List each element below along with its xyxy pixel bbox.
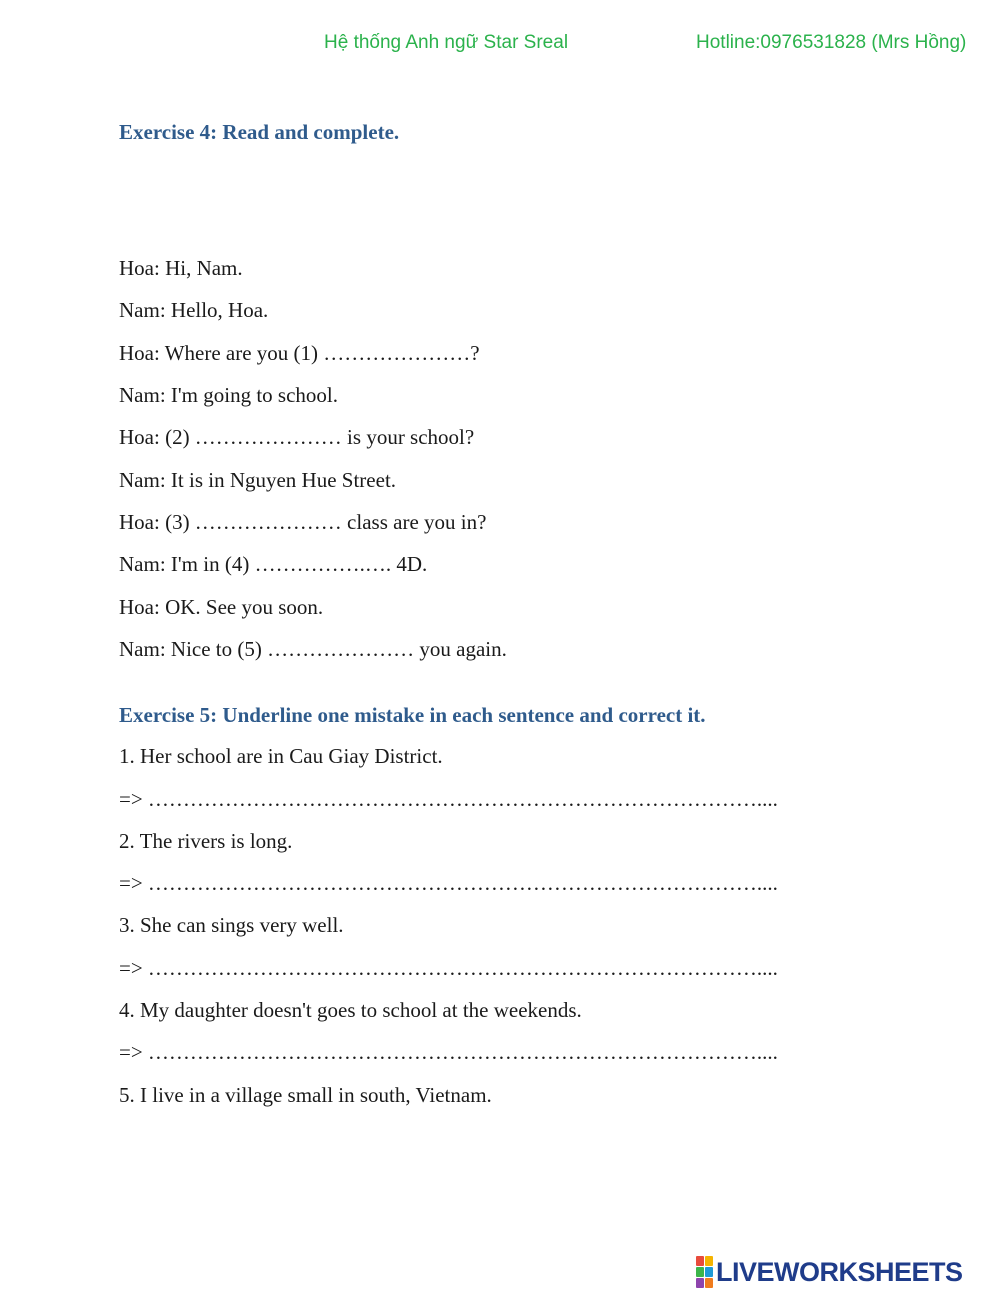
- header-school-name: Hệ thống Anh ngữ Star Sreal: [324, 32, 569, 53]
- sentence-item: 1. Her school are in Cau Giay District.: [119, 744, 443, 768]
- sentence-item: 3. She can sings very well.: [119, 913, 344, 937]
- header-hotline: Hotline:0976531828 (Mrs Hồng): [696, 32, 967, 53]
- dialogue-line: Nam: Nice to (5) ………………… you again.: [119, 637, 507, 661]
- exercise-5-heading: Exercise 5: Underline one mistake in each sentence and correct it.: [119, 703, 706, 727]
- dialogue-line: Nam: I'm in (4) …………….…. 4D.: [119, 552, 428, 576]
- liveworksheets-logo-icon: [696, 1256, 713, 1288]
- sentence-item: 2. The rivers is long.: [119, 829, 293, 853]
- sentence-item: 4. My daughter doesn't goes to school at the weekends.: [119, 998, 582, 1022]
- dialogue-line: Nam: It is in Nguyen Hue Street.: [119, 468, 397, 492]
- answer-line: => ……………………………………………………………………………....: [119, 787, 778, 811]
- sentence-item: 5. I live in a village small in south, Vietnam.: [119, 1083, 492, 1107]
- dialogue-line: Hoa: (3) ………………… class are you in?: [119, 510, 487, 534]
- dialogue-line: Nam: Hello, Hoa.: [119, 298, 269, 322]
- dialogue-line: Nam: I'm going to school.: [119, 383, 339, 407]
- answer-line: => ……………………………………………………………………………....: [119, 956, 778, 980]
- liveworksheets-logo: [696, 1256, 963, 1288]
- dialogue-line: Hoa: Hi, Nam.: [119, 256, 243, 280]
- exercise-4-heading: Exercise 4: Read and complete.: [119, 120, 400, 144]
- answer-line: => ……………………………………………………………………………....: [119, 1040, 778, 1064]
- liveworksheets-wordmark: LIVEWORKSHEETS: [716, 1256, 963, 1287]
- dialogue-line: Hoa: (2) ………………… is your school?: [119, 425, 475, 449]
- dialogue-line: Hoa: OK. See you soon.: [119, 595, 324, 619]
- answer-line: => ……………………………………………………………………………....: [119, 871, 778, 895]
- dialogue-line: Hoa: Where are you (1) …………………?: [119, 341, 480, 365]
